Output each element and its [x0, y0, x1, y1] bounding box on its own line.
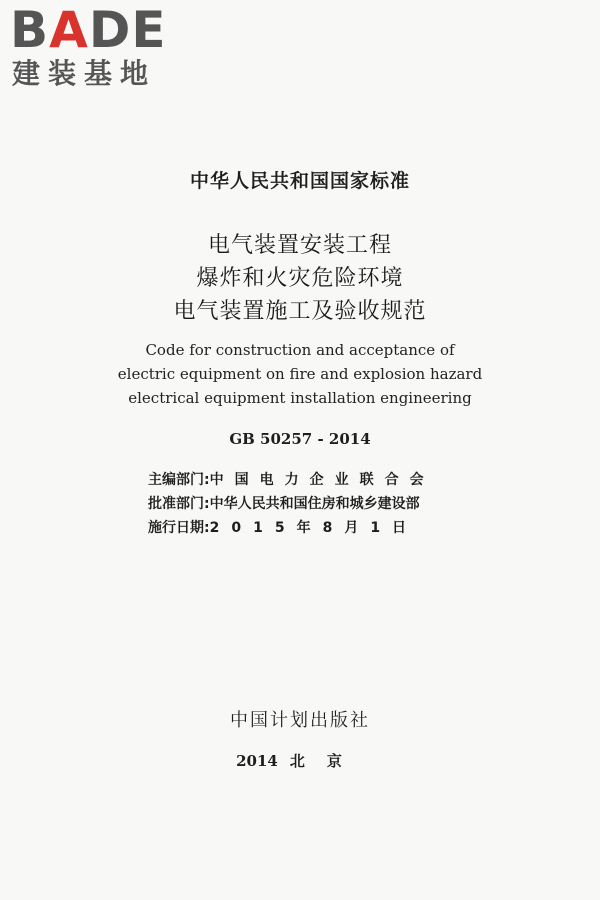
approver-row [148, 491, 478, 515]
approver-label: 批准部门: [148, 496, 210, 512]
editor-label: 主编部门: [148, 472, 210, 488]
logo-letter-a: A [49, 1, 89, 59]
imprint [0, 750, 600, 771]
effective-date-label: 施行日期: [148, 520, 210, 536]
title-en-line-3: electrical equipment installation engineering [128, 389, 472, 407]
editor-row [148, 467, 478, 491]
title-en-line-1: Code for construction and acceptance of [145, 341, 455, 359]
logo-wordmark [10, 2, 167, 58]
standard-number: GB 50257 - 2014 [229, 430, 371, 448]
standard-info [148, 467, 478, 539]
effective-date-value: 2015年8月1日 [209, 520, 419, 536]
approver-value: 中华人民共和国住房和城乡建设部 [209, 496, 420, 512]
title-zh-line-1: 电气装置安装工程 [207, 233, 392, 258]
title-en-line-2: electric equipment on fire and explosion hazard [117, 365, 483, 383]
title-zh-line-2: 爆炸和火灾危险环境 [196, 266, 404, 291]
imprint-year: 2014 [236, 752, 278, 770]
logo-subtitle: 建装基地 [12, 57, 157, 90]
publisher: 中国计划出版社 [230, 710, 370, 731]
imprint-city: 北京 [289, 752, 364, 770]
editor-value: 中国电力企业联合会 [209, 472, 435, 488]
effective-date-row [148, 515, 478, 539]
standard-category: 中华人民共和国国家标准 [189, 170, 410, 192]
site-logo [4, 2, 179, 92]
title-zh-line-3: 电气装置施工及验收规范 [173, 299, 427, 324]
logo-letters-de: DE [88, 1, 167, 59]
logo-letter-b: B [10, 1, 50, 59]
